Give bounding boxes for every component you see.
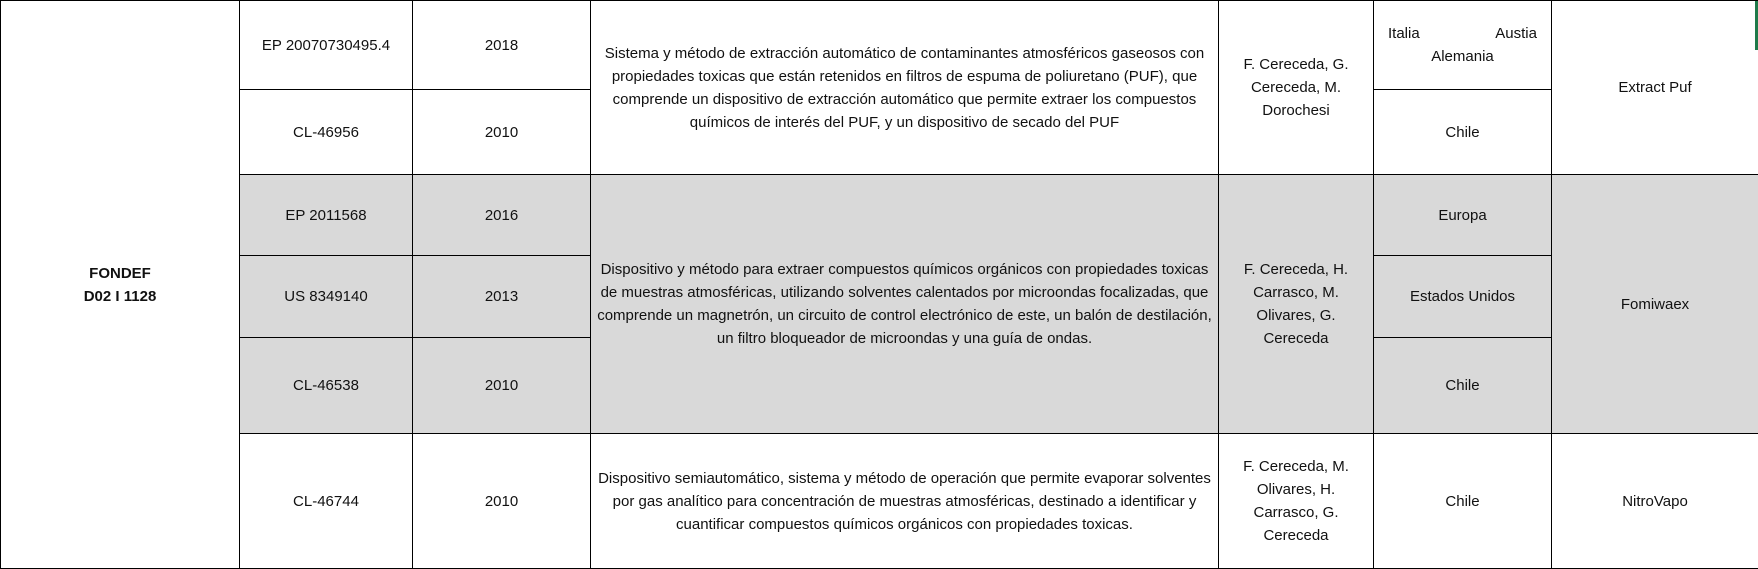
country-austia: Austia: [1495, 22, 1537, 45]
patent-number-cell: CL-46956: [240, 90, 413, 175]
inventors-cell: F. Cereceda, M. Olivares, H. Carrasco, G. Cereceda: [1219, 434, 1374, 569]
table-row: [1, 175, 1758, 256]
description-cell: Dispositivo y método para extraer compuestos químicos orgánicos con propiedades toxicas de muestras atmosféricas, utilizando solventes calentados por microondas focalizadas, que comprende un magnetrón, un circuito de control electrónico de este, un balón de destilación, un filtro bloqueador de microondas y una guía de ondas.: [591, 175, 1219, 434]
country-cell: Chile: [1374, 338, 1552, 434]
year-cell: 2018: [413, 1, 591, 90]
product-cell: NitroVapo: [1552, 434, 1758, 569]
country-alemania: Alemania: [1380, 45, 1545, 68]
table-row: [1, 434, 1758, 569]
program-name: FONDEF: [7, 262, 233, 285]
patent-number-cell: US 8349140: [240, 256, 413, 338]
product-cell: Fomiwaex: [1552, 175, 1758, 434]
year-cell: 2010: [413, 338, 591, 434]
description-cell: Dispositivo semiautomático, sistema y método de operación que permite evaporar solventes por gas analítico para concentración de muestras atmosféricas, destinado a identificar y cuantificar compuestos químicos orgánicos con propiedades toxicas.: [591, 434, 1219, 569]
year-cell: 2010: [413, 90, 591, 175]
year-cell: 2010: [413, 434, 591, 569]
country-cell: Chile: [1374, 434, 1552, 569]
country-cell: [1374, 1, 1552, 90]
table-row: [1, 1, 1758, 90]
patent-number-cell: CL-46744: [240, 434, 413, 569]
program-cell: [1, 1, 240, 569]
patent-number-cell: CL-46538: [240, 338, 413, 434]
inventors-cell: F. Cereceda, H. Carrasco, M. Olivares, G. Cereceda: [1219, 175, 1374, 434]
patent-number-cell: EP 2011568: [240, 175, 413, 256]
patent-number-cell: EP 20070730495.4: [240, 1, 413, 90]
inventors-cell: F. Cereceda, G. Cereceda, M. Dorochesi: [1219, 1, 1374, 175]
program-code: D02 I 1128: [7, 285, 233, 308]
country-italia: Italia: [1388, 22, 1420, 45]
description-cell: Sistema y método de extracción automático de contaminantes atmosféricos gaseosos con propiedades toxicas que están retenidos en filtros de espuma de poliuretano (PUF), que comprende un dispositivo de extracción automático que permite extraer los compuestos químicos de interés del PUF, y un dispositivo de secado del PUF: [591, 1, 1219, 175]
country-cell: Europa: [1374, 175, 1552, 256]
year-cell: 2013: [413, 256, 591, 338]
year-cell: 2016: [413, 175, 591, 256]
country-cell: Estados Unidos: [1374, 256, 1552, 338]
product-cell: Extract Puf: [1552, 1, 1758, 175]
country-cell: Chile: [1374, 90, 1552, 175]
